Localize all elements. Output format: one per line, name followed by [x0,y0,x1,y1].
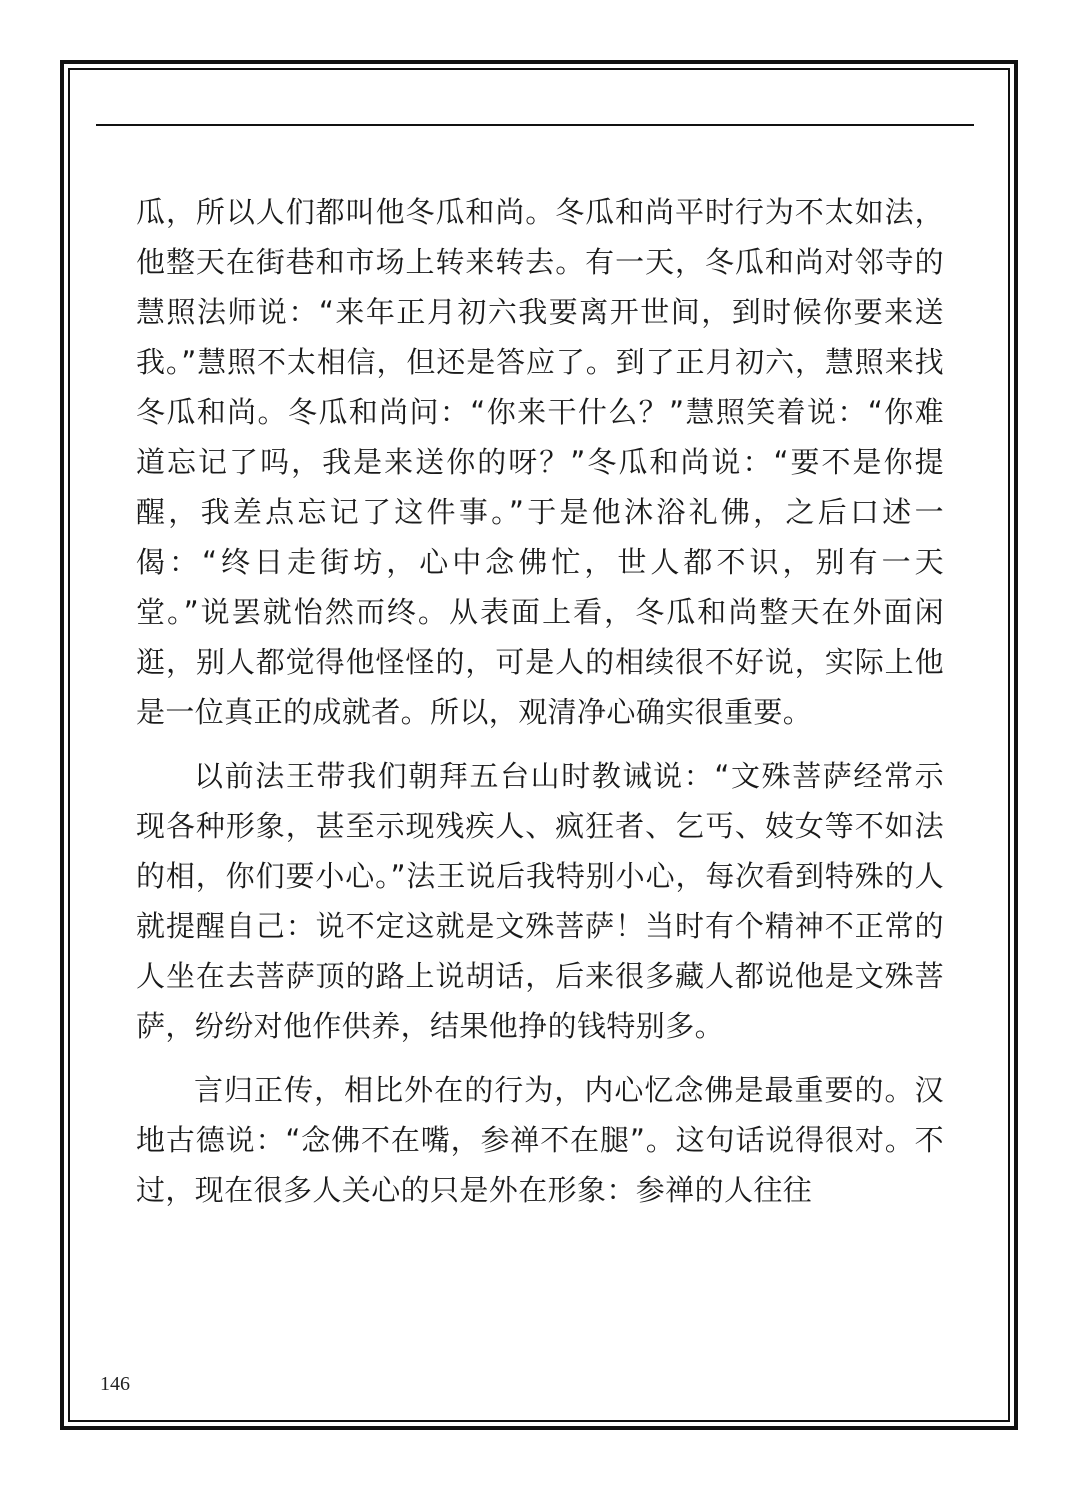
body-text [136,187,944,1215]
paragraph-1: 瓜，所以人们都叫他冬瓜和尚。冬瓜和尚平时行为不太如法，他整天在街巷和市场上转来转去。有一天，冬瓜和尚对邻寺的慧照法师说：“来年正月初六我要离开世间，到时候你要来送我。”慧照不太相信，但还是答应了。到了正月初六，慧照来找冬瓜和尚。冬瓜和尚问：“你来干什么？”慧照笑着说：“你难道忘记了吗，我是来送你的呀？”冬瓜和尚说：“要不是你提醒，我差点忘记了这件事。”于是他沐浴礼佛，之后口述一偈：“终日走街坊，心中念佛忙，世人都不识，别有一天堂。”说罢就怡然而终。从表面上看，冬瓜和尚整天在外面闲逛，别人都觉得他怪怪的，可是人的相续很不好说，实际上他是一位真正的成就者。所以，观清净心确实很重要。 [136,195,944,729]
page-number: 146 [100,1373,130,1395]
paragraph-2: 以前法王带我们朝拜五台山时教诫说：“文殊菩萨经常示现各种形象，甚至示现残疾人、疯狂者、乞丐、妓女等不如法的相，你们要小心。”法王说后我特别小心，每次看到特殊的人就提醒自己：说不定这就是文殊菩萨！当时有个精神不正常的人坐在去菩萨顶的路上说胡话，后来很多藏人都说他是文殊菩萨，纷纷对他作供养，结果他挣的钱特别多。 [136,759,944,1043]
header-rule [96,124,974,126]
paragraph-3: 言归正传，相比外在的行为，内心忆念佛是最重要的。汉地古德说：“念佛不在嘴，参禅不在腿”。这句话说得很对。不过，现在很多人关心的只是外在形象：参禅的人往往 [136,1073,944,1207]
